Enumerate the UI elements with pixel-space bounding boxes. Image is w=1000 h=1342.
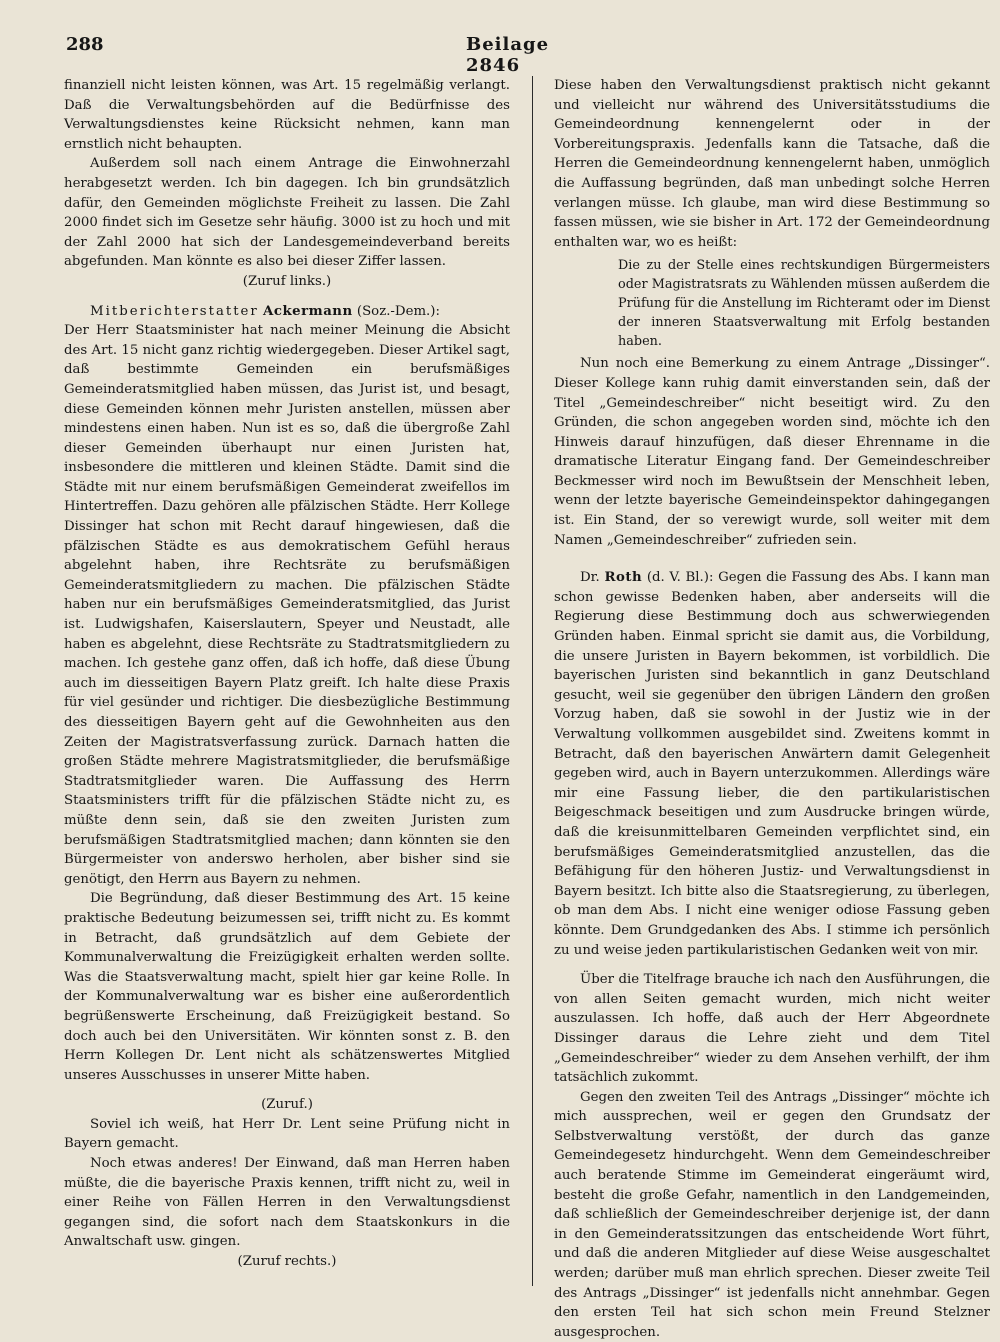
paragraph: Gegen den zweiten Teil des Antrags „Dissinger“ möchte ich mich aussprechen, weil er gegen den Grundsatz der Selbstverwaltung verstößt, der durch das ganze Gemeindegesetz hindurchgeht. Wenn dem Gemeindeschreiber auch beratende Stimme im Gemeinderat eingeräumt wird, besteht die große Gefahr, namentlich in den Landgemeinden, daß schließlich der Gemeindeschreiber derjenige ist, der dann in den Gemeinderatssitzungen das entscheidende Wort führt, und daß die anderen Mitglieder auf diese Weise ausgeschaltet werden; darüber muß man ehrlich sprechen. Dieser zweite Teil des Antrags „Dissinger“ ist jedenfalls nicht annehmbar. Gegen den ersten Teil hat sich schon mein Freund Stelzner ausgesprochen.	[554, 1089, 990, 1340]
paragraph: Der Herr Staatsminister hat nach meiner Meinung die Absicht des Art. 15 nicht ganz richtig wiedergegeben. Dieser Artikel sagt, daß bestimmte Gemeinden ein berufsmäßiges Gemeinderatsmitglied haben müssen, das Jurist ist, und besagt, diese Gemeinden können mehr Juristen anstellen, müssen aber mindestens einen haben. Nun ist es so, daß die übergroße Zahl dieser Gemeinden überhaupt nur einen Juristen hat, insbesondere die mittleren und kleinen Städte. Damit sind die Städte mit nur einem berufsmäßigen Gemeinderat zweifellos im Hintertreffen. Dazu gehören alle pfälzischen Städte. Herr Kollege Dissinger hat schon mit Recht darauf hingewiesen, daß die pfälzischen Städte es aus demokratischem Gefühl heraus abgelehnt haben, ihre Rechtsräte zu berufsmäßigen Gemeinderatsmitgliedern zu machen. Die pfälzischen Städte haben nur ein berufsmäßiges Gemeinderatsmitglied, das Jurist ist. Ludwigshafen, Kaiserslautern, Speyer und Neustadt, alle haben es abgelehnt, diese Rechtsräte zu Stadtratsmitgliedern zu machen. Ich gestehe ganz offen, daß ich hoffe, daß diese Übung auch im diesseitigen Bayern Platz greift. Ich halte diese Praxis für viel gesünder und richtiger. Die diesbezügliche Bestimmung des diesseitigen Bayern geht auf die Gewohnheiten aus den Zeiten der Magistratsverfassung zurück. Darnach hatten die großen Städte mehrere Magistratsmitglieder, die berufsmäßige Stadtratsmitglieder waren. Die Auffassung des Herrn Staatsministers trifft für die pfälzischen Städte nicht zu, es müßte denn sein, daß sie den zweiten Juristen zum berufsmäßigen Stadtratsmitglied machen; dann könnten sie den Bürgermeister von anderswo herholen, aber bisher sind sie genötigt, den Herrn aus Bayern zu nehmen.	[64, 323, 510, 887]
speaker-party: (Soz.-Dem.):	[356, 303, 440, 319]
speaker-line	[64, 302, 510, 322]
left-column	[64, 76, 510, 1272]
spacer	[64, 292, 510, 302]
interjection: (Zuruf rechts.)	[237, 1254, 337, 1270]
spacer	[554, 960, 990, 970]
speaker-name: Ackermann	[263, 303, 353, 319]
speaker-paragraph	[554, 568, 990, 960]
interjection: (Zuruf links.)	[242, 273, 332, 289]
spacer	[554, 550, 990, 568]
block-quote: Die zu der Stelle eines rechtskundigen Bürgermeisters oder Magistratsrats zu Wählenden müssen außerdem die Prüfung für die Anstellung im Richteramt oder im Dienst der inneren Staatsverwaltung mit Erfolg bestanden haben.	[618, 258, 990, 349]
speaker-role: Mitberichterstatter	[90, 303, 259, 319]
paragraph: Soviel ich weiß, hat Herr Dr. Lent seine Prüfung nicht in Bayern gemacht.	[64, 1116, 510, 1152]
paragraph: Außerdem soll nach einem Antrage die Einwohnerzahl herabgesetzt werden. Ich bin dagegen. Ich bin grundsätzlich dafür, den Gemeinden möglichste Freiheit zu lassen. Die Zahl 2000 findet sich im Gesetze sehr häufig. 3000 ist zu hoch und mit der Zahl 2000 hat sich der Landesgemeindeverband bereits abgefunden. Man könnte es also bei dieser Ziffer lassen.	[64, 156, 510, 270]
paragraph: Die Begründung, daß dieser Bestimmung des Art. 15 keine praktische Bedeutung beizumessen sei, trifft nicht zu. Es kommt in Betracht, daß grundsätzlich auf dem Gebiete der Kommunalverwaltung die Freizügigkeit erhalten werden sollte. Was die Staatsverwaltung macht, spielt hier gar keine Rolle. In der Kommunalverwaltung war es bisher eine außerordentlich begrüßenswerte Erscheinung, daß Freizügigkeit bestand. So doch auch bei den Universitäten. Wir könnten sonst z. B. den Herrn Kollegen Dr. Lent nicht als schätzenswertes Mitglied unseres Ausschusses in unserer Mitte haben.	[64, 891, 510, 1083]
paragraph: Nun noch eine Bemerkung zu einem Antrage „Dissinger“. Dieser Kollege kann ruhig damit einverstanden sein, daß der Titel „Gemeindeschreiber“ nicht beseitigt wird. Zu den Gründen, die schon angegeben worden sind, möchte ich den Hinweis darauf hinzufügen, daß dieser Ehrenname in die dramatische Literatur Eingang fand. Der Gemeindeschreiber Beckmesser wird noch im Bewußtsein der Menschheit leben, wenn der letzte bayerische Gemeindeinspektor dahingegangen ist. Ein Stand, der so verewigt wurde, soll weiter mit dem Namen „Gemeindeschreiber“ zufrieden sein.	[554, 356, 990, 548]
interjection: (Zuruf.)	[261, 1097, 313, 1113]
spacer	[64, 1085, 510, 1095]
page-number: 288	[66, 34, 104, 55]
paragraph: Noch etwas anderes! Der Einwand, daß man Herren haben müßte, die die bayerische Praxis kennen, trifft nicht zu, weil in einer Reihe von Fällen Herren in den Verwaltungsdienst gegangen sind, die sofort nach dem Staatskonkurs in die Anwaltschaft usw. gingen.	[64, 1156, 510, 1250]
paragraph: Über die Titelfrage brauche ich nach den Ausführungen, die von allen Seiten gemacht wurden, mich nicht weiter auszulassen. Ich hoffe, daß auch der Herr Abgeordnete Dissinger daraus die Lehre zieht und dem Titel „Gemeindeschreiber“ wieder zu dem Ansehen verhilft, der ihm tatsächlich zukommt.	[554, 972, 990, 1086]
page-header	[66, 34, 584, 76]
speaker-name: Roth	[604, 570, 643, 586]
paragraph: Diese haben den Verwaltungsdienst praktisch nicht gekannt und vielleicht nur während des Universitätsstudiums die Gemeindeordnung kennengelernt oder in der Vorbereitungspraxis. Jedenfalls kann die Tatsache, daß die Herren die Gemeindeordnung kennengelernt haben, unmöglich die Auffassung begründen, daß man unbedingt solche Herren verlangen müsse. Ich glaube, man wird diese Bestimmung so fassen müssen, wie sie bisher in Art. 172 der Gemeindeordnung enthalten war, wo es heißt:	[554, 78, 990, 250]
paragraph: finanziell nicht leisten können, was Art. 15 regelmäßig verlangt. Daß die Verwaltungsbehörden auf die Bedürfnisse des Verwaltungsdienstes keine Rücksicht nehmen, kann man ernstlich nicht behaupten.	[64, 78, 510, 152]
speaker-party: (d. V. Bl.):	[646, 570, 714, 586]
column-divider	[532, 76, 533, 1286]
right-column	[554, 76, 990, 1342]
running-head: Beilage 2846	[466, 34, 550, 76]
paragraph-text: Gegen die Fassung des Abs. I kann man schon gewisse Bedenken haben, aber anderseits will die Regierung diese Bestimmung doch aus schwerwiegenden Gründen haben. Einmal spricht sie damit aus, die Vorbildung, die unsere Juristen in Bayern bekommen, ist vorbildlich. Die bayerischen Juristen sind bekanntlich in ganz Deutschland gesucht, weil sie gegenüber den übrigen Ländern den großen Vorzug haben, daß sie sowohl in der Justiz wie in der Verwaltung vollkommen ausgebildet sind. Zweitens kommt in Betracht, daß den bayerischen Anwärtern damit Gelegenheit gegeben wird, auch in Bayern unterzukommen. Allerdings wäre mir eine Fassung lieber, die den partikularistischen Beigeschmack beseitigen und zum Ausdrucke bringen würde, daß die kreisunmittelbaren Gemeinden verpflichtet sind, ein berufsmäßiges Gemeinderatsmitglied anzustellen, das die Befähigung für den höheren Justiz- und Verwaltungsdienst in Bayern besitzt. Ich bitte also die Staatsregierung, zu überlegen, ob man dem Abs. I nicht eine weniger odiose Fassung geben könnte. Dem Grundgedanken des Abs. I stimme ich persönlich zu und weise jeden partikularistischen Gedanken weit von mir.	[554, 570, 990, 958]
speaker-title: Dr.	[580, 570, 600, 586]
